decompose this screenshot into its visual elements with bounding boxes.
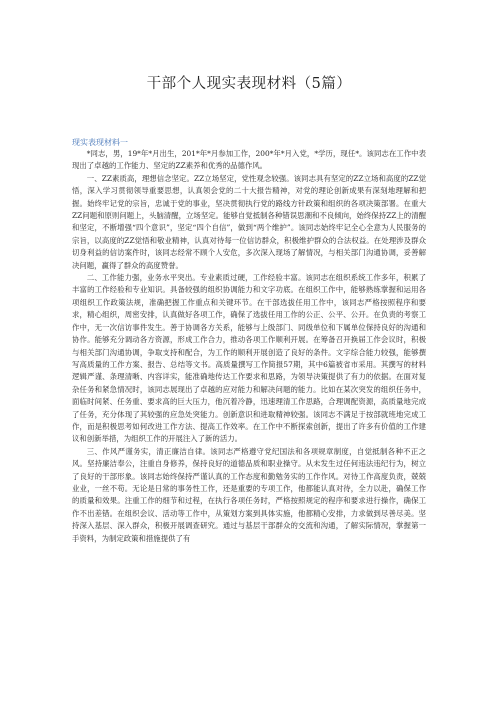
- document-title: 干部个人现实表现材料（5篇）: [146, 76, 352, 92]
- paragraph-intro: *同志，男，19*年*月出生，201*年*月参加工作，200*年*月入党，*学历，现任*。该同志在工作中表现出了卓越的工作能力、坚定的ZZ素养和优秀的品德作风。: [72, 149, 426, 171]
- section-heading: 现实表现材料一: [72, 138, 128, 147]
- paragraph-conduct: 三、作风严谨务实，清正廉洁自律。该同志严格遵守党纪国法和各项规章制度，自觉抵制各种不正之风。坚持廉洁奉公，注重自身修养，保持良好的道德品质和职业操守。从未发生过任何违法违纪行为，树立了良好的干部形象。该同志始终保持严谨认真的工作态度和勤勉务实的工作作风。对待工作高度负责，兢兢业业，一丝不苟。无论是日常的事务性工作，还是重要的专项工作，他都能认真对待，全力以赴，确保工作的质量和效果。注重工作的细节和过程，在执行各项任务时，严格按照规定的程序和要求进行操作，确保工作不出差错。在组织会议、活动等工作中，从策划方案到具体实施，他都精心安排，力求做到尽善尽美。坚持深入基层、深入群众，积极开展调查研究。通过与基层干部群众的交流和沟通，了解实际情况，掌握第一手资料，为制定政策和措施提供了有: [72, 446, 426, 543]
- paragraph-political: 一、ZZ素质高，理想信念坚定。ZZ立场坚定，党性观念较强。该同志具有坚定的ZZ立场和高度的ZZ觉悟，深入学习贯彻领导重要思想，认真领会党的二十大报告精神，对党的理论创新成果有深刻地理解和把握。始终牢记党的宗旨，忠诚于党的事业，坚决贯彻执行党的路线方针政策和组织的各项决策部署。在重大ZZ问题和原则问题上，头脑清醒，立场坚定。能够自觉抵制各种错误思潮和不良倾向，始终保持ZZ上的清醒和坚定，不断增强“四个意识”，坚定“四个自信”，做到“两个维护”。该同志始终牢记全心全意为人民服务的宗旨，以高度的ZZ觉悟和敬业精神，认真对待每一位信访群众，积极维护群众的合法权益。在处理涉及群众切身利益的信访案件时，该同志经常不顾个人安危，多次深入现场了解情况，与相关部门沟通协调，妥善解决问题，赢得了群众的高度赞誉。: [72, 173, 426, 270]
- paragraph-ability: 二、工作能力强，业务水平突出。专业素质过硬，工作经验丰富。该同志在组织系统工作多年，积累了丰富的工作经验和专业知识。具备较强的组织协调能力和文字功底。在组织工作中，能够熟练掌握和运用各项组织工作政策法规，准确把握工作重点和关键环节。在干部选拔任用工作中，该同志严格按照程序和要求，精心组织，周密安排，认真做好各项工作，确保了选拔任用工作的公正、公平、公开。在负责的考察工作中，无一次信访事件发生。善于协调各方关系，能够与上级部门、同级单位和下属单位保持良好的沟通和协作。能够充分调动各方资源，形成工作合力，推动各项工作顺利开展。在筹备召开换届工作会议时，积极与相关部门沟通协调，争取支持和配合，为工作的顺利开展创造了良好的条件。文字综合能力较强，能够撰写高质量的工作方案、报告、总结等文书。高质量撰写工作简报57期，其中6篇被省市采用。其撰写的材料逻辑严谨、条理清晰、内容详实，能准确地传达工作要求和思路，为领导决策提供了有力的依据。在面对复杂任务和紧急情况时，该同志展现出了卓越的应对能力和解决问题的能力。比如在某次突发的组织任务中，面临时间紧、任务重、要求高的巨大压力，他沉着冷静，迅速理清工作思路，合理调配资源，高质量地完成了任务，充分体现了其较强的应急处突能力。创新意识和进取精神较强。该同志不满足于按部就班地完成工作，而是积极思考如何改进工作方法、提高工作效率。在工作中不断探索创新，提出了许多有价值的工作建议和创新举措，为组织工作的开展注入了新的活力。: [72, 273, 426, 444]
